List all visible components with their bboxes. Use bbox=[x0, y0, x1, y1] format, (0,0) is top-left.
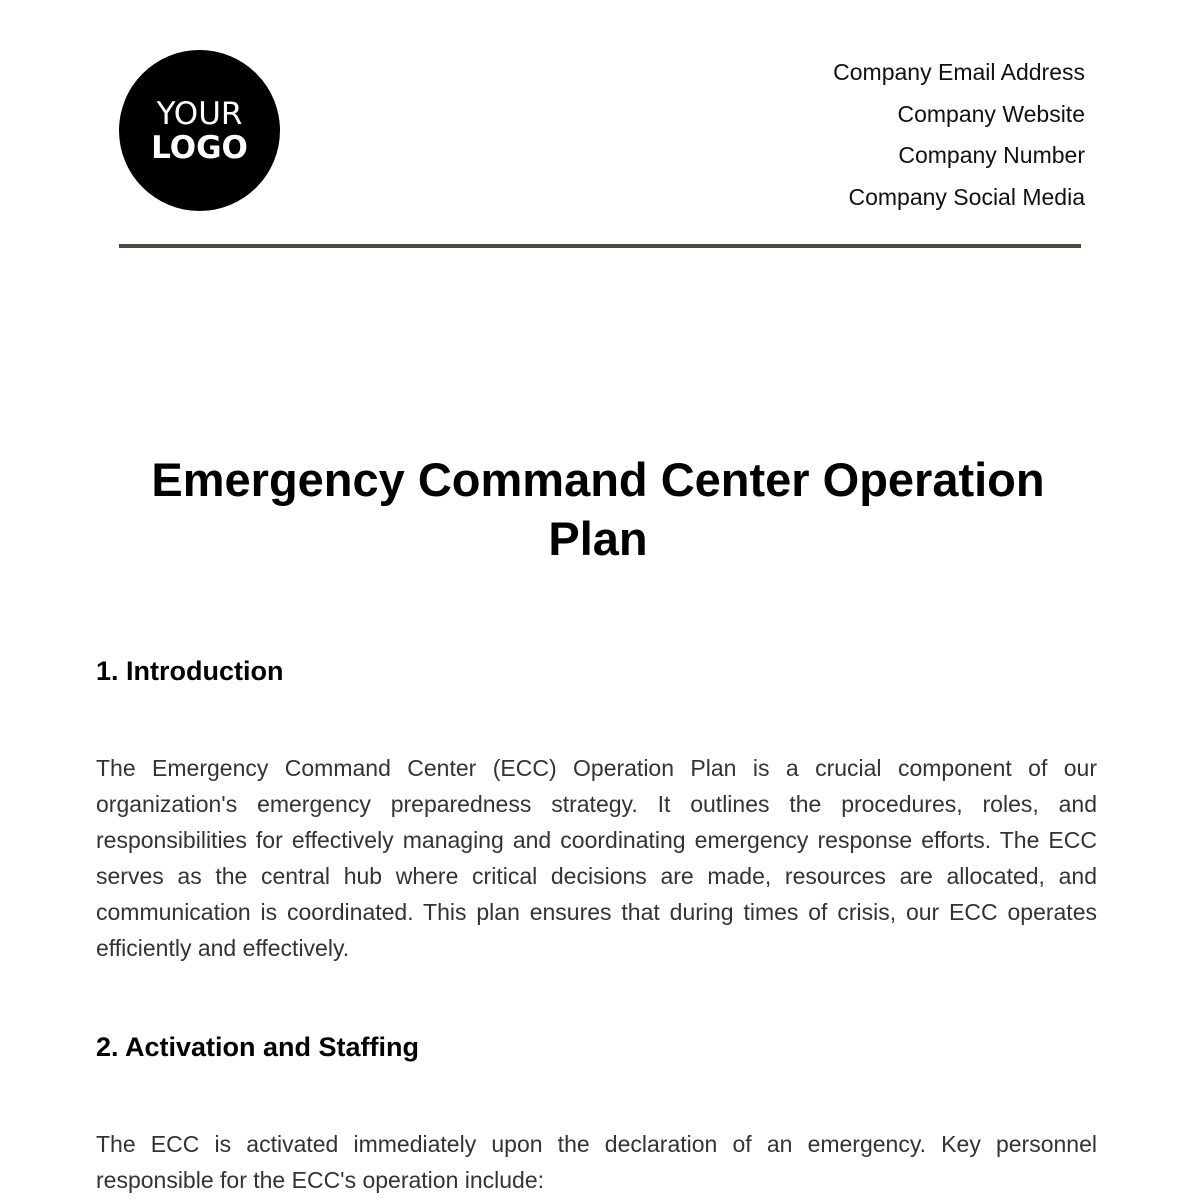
company-social-media: Company Social Media bbox=[848, 183, 1085, 210]
header-divider bbox=[119, 244, 1081, 248]
logo-text-logo: LOGO bbox=[151, 129, 248, 166]
company-contact-block bbox=[833, 52, 1085, 218]
company-email: Company Email Address bbox=[833, 59, 1085, 85]
document-title: Emergency Command Center Operation Plan bbox=[151, 453, 1045, 565]
section-heading-activation-staffing: 2. Activation and Staffing bbox=[96, 1032, 420, 1062]
company-website: Company Website bbox=[897, 100, 1085, 127]
company-logo bbox=[119, 50, 280, 211]
section-body-introduction: The Emergency Command Center (ECC) Operation Plan is a crucial component of our organization's emergency preparedness strategy. It outlines the procedures, roles, and responsibilities for effectively managing and coordinating emergency response efforts. The ECC serves as the central hub where critical decisions are made, resources are allocated, and communication is coordinated. This plan ensures that during times of crisis, our ECC operates efficiently and effectively. bbox=[96, 755, 1097, 961]
section-heading-introduction: 1. Introduction bbox=[96, 656, 284, 686]
company-number: Company Number bbox=[898, 142, 1085, 168]
logo-text-your: YOUR bbox=[156, 95, 243, 132]
section-body-activation-staffing: The ECC is activated immediately upon the declaration of an emergency. Key personnel responsible for the ECC's operation include: bbox=[96, 1131, 1097, 1193]
